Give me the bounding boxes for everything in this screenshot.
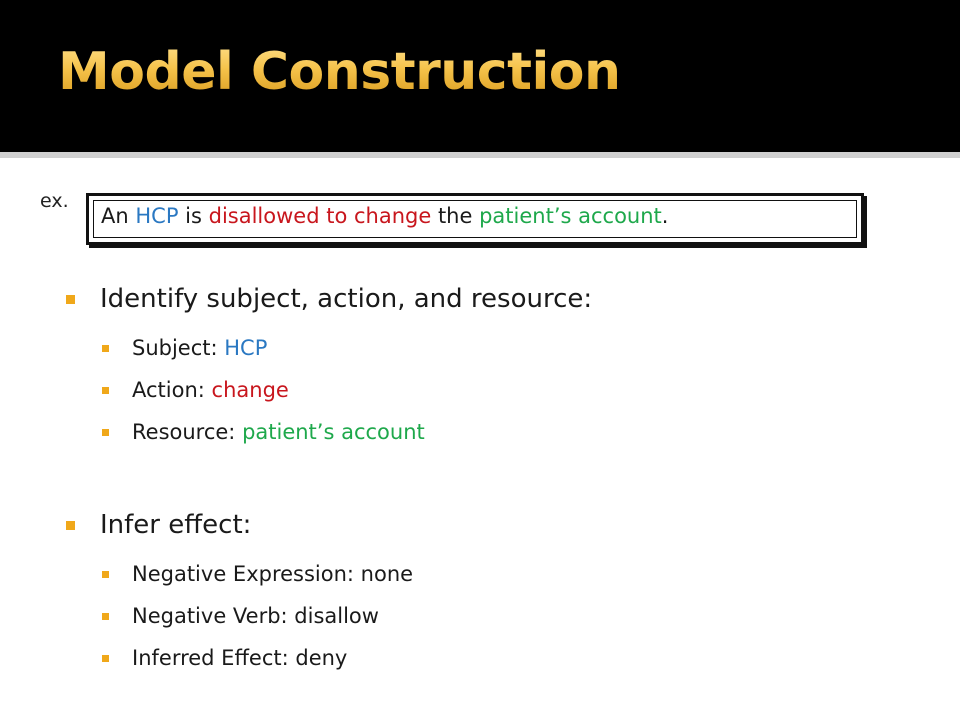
item-label: Negative Verb: disallow — [132, 604, 379, 628]
section-identify — [66, 284, 592, 444]
title-bar — [0, 0, 960, 152]
slide-title: Model Construction — [58, 42, 621, 102]
example-text-end: . — [661, 204, 669, 228]
section-heading-identify — [66, 284, 592, 314]
square-bullet-icon — [102, 571, 109, 578]
title-divider — [0, 152, 960, 158]
section-heading-text: Infer effect: — [100, 510, 252, 540]
square-bullet-icon — [102, 387, 109, 394]
list-item-action — [102, 378, 592, 402]
example-label: ex. — [40, 190, 69, 212]
item-value-resource: patient’s account — [242, 420, 425, 444]
section-heading-text: Identify subject, action, and resource: — [100, 284, 593, 314]
item-label: Negative Expression: none — [132, 562, 414, 586]
example-sentence — [101, 204, 668, 228]
example-resource: patient’s account — [479, 204, 662, 228]
sub-list — [66, 336, 592, 444]
section-infer-effect — [66, 510, 413, 670]
example-subject: HCP — [135, 204, 179, 228]
section-items-infer — [66, 562, 413, 670]
list-item-resource — [102, 420, 592, 444]
example-box — [86, 193, 864, 245]
list-item-negative-expression — [102, 562, 413, 586]
item-label: Action: — [132, 378, 212, 402]
item-value-action: change — [211, 378, 289, 402]
square-bullet-icon — [102, 613, 109, 620]
item-label: Subject: — [132, 336, 225, 360]
item-label: Resource: — [132, 420, 243, 444]
example-action: disallowed to change — [208, 204, 432, 228]
square-bullet-icon — [66, 295, 75, 304]
example-text-pre: An — [101, 204, 136, 228]
square-bullet-icon — [102, 655, 109, 662]
list-item-subject — [102, 336, 592, 360]
item-label: Inferred Effect: deny — [132, 646, 348, 670]
list-item-inferred-effect — [102, 646, 413, 670]
section-items-identify — [66, 336, 592, 444]
example-text-mid2: the — [431, 204, 480, 228]
sub-list — [66, 562, 413, 670]
item-value-subject: HCP — [224, 336, 268, 360]
square-bullet-icon — [102, 345, 109, 352]
section-heading-infer — [66, 510, 413, 540]
list-item-negative-verb — [102, 604, 413, 628]
example-text-mid1: is — [178, 204, 209, 228]
square-bullet-icon — [102, 429, 109, 436]
square-bullet-icon — [66, 521, 75, 530]
